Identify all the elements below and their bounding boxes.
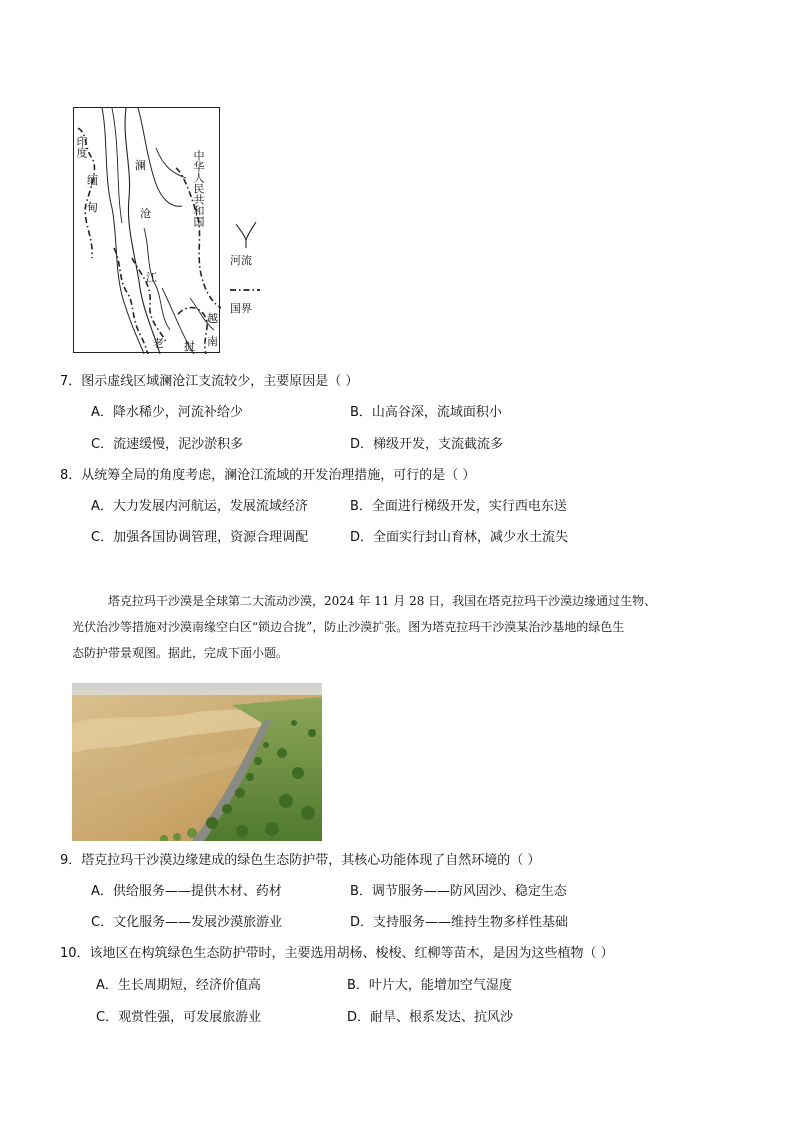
map-label-vietnam-1: 越	[207, 312, 218, 325]
passage-line-3: 态防护带景观图。据此，完成下面小题。	[72, 646, 289, 660]
map-label-myanmar-2: 甸	[87, 201, 98, 214]
question-9-stem: 9．塔克拉玛干沙漠边缘建成的绿色生态防护带，其核心功能体现了自然环境的（ ）	[60, 853, 541, 868]
question-10-option-a: A．生长周期短，经济价值高	[96, 978, 261, 993]
map-drawing	[74, 108, 221, 354]
question-8-option-b: B．全面进行梯级开发，实行西电东送	[350, 499, 567, 514]
map-label-myanmar-1: 缅	[87, 174, 98, 187]
question-8-option-a: A．大力发展内河航运，发展流域经济	[91, 499, 308, 514]
question-9-option-b: B．调节服务——防风固沙、稳定生态	[350, 884, 567, 899]
question-7-option-d: D．梯级开发，支流截流多	[350, 437, 504, 452]
map-label-lancang-2: 沧	[140, 207, 151, 220]
legend-river-symbol	[236, 222, 256, 248]
question-8-option-c: C．加强各国协调管理，资源合理调配	[91, 530, 309, 545]
reading-passage	[72, 588, 734, 666]
river-east-2	[156, 148, 186, 178]
legend-border-label: 国界	[230, 302, 252, 315]
question-8-option-d: D．全面实行封山育林，减少水土流失	[350, 530, 569, 545]
map-label-china: 中华人民共和国	[192, 150, 205, 227]
photo-illustration	[72, 683, 322, 841]
map-label-lancang-3: 江	[146, 271, 157, 284]
passage-line-1: 塔克拉玛干沙漠是全球第二大流动沙漠，2024 年 11 月 28 日，我国在塔克拉玛干沙漠边缘通过生物、	[108, 594, 657, 608]
question-10-option-c: C．观赏性强，可发展旅游业	[96, 1010, 262, 1025]
map-legend	[226, 218, 266, 318]
map-label-lancang-1: 澜	[135, 159, 146, 172]
map-label-laos-2: 挝	[184, 340, 195, 353]
question-10-stem: 10．该地区在构筑绿色生态防护带时，主要选用胡杨、梭梭、红柳等苗木，是因为这些植物（ ）	[60, 946, 614, 961]
lancang-river-map	[73, 107, 220, 353]
map-label-laos-1: 老	[153, 337, 164, 350]
question-9-option-d: D．支持服务——维持生物多样性基础	[350, 915, 569, 930]
passage-line-2: 光伏治沙等措施对沙漠南缘空白区“锁边合拢”，防止沙漠扩张。图为塔克拉玛干沙漠某治沙基地的绿色生	[72, 620, 625, 634]
river-west-1	[102, 108, 144, 354]
question-9-option-c: C．文化服务——发展沙漠旅游业	[91, 915, 283, 930]
question-7-option-c: C．流速缓慢，泥沙淤积多	[91, 437, 244, 452]
map-label-vietnam-2: 南	[207, 335, 218, 348]
question-9-option-a: A．供给服务——提供木材、药材	[91, 884, 282, 899]
question-7-stem: 7．图示虚线区域澜沧江支流较少，主要原因是（ ）	[60, 374, 359, 389]
question-10-option-b: B．叶片大，能增加空气湿度	[347, 978, 512, 993]
question-7-option-b: B．山高谷深，流域面积小	[350, 405, 502, 420]
question-7-option-a: A．降水稀少，河流补给少	[91, 405, 243, 420]
desert-green-belt-photo	[72, 683, 322, 841]
lancang-river-main	[125, 108, 160, 354]
question-10-option-d: D．耐旱、根系发达、抗风沙	[347, 1010, 514, 1025]
map-label-india: 印度	[75, 136, 88, 158]
river-west-2	[112, 108, 122, 223]
question-8-stem: 8．从统筹全局的角度考虑，澜沧江流域的开发治理措施，可行的是（ ）	[60, 468, 476, 483]
legend-river-label: 河流	[230, 254, 252, 267]
